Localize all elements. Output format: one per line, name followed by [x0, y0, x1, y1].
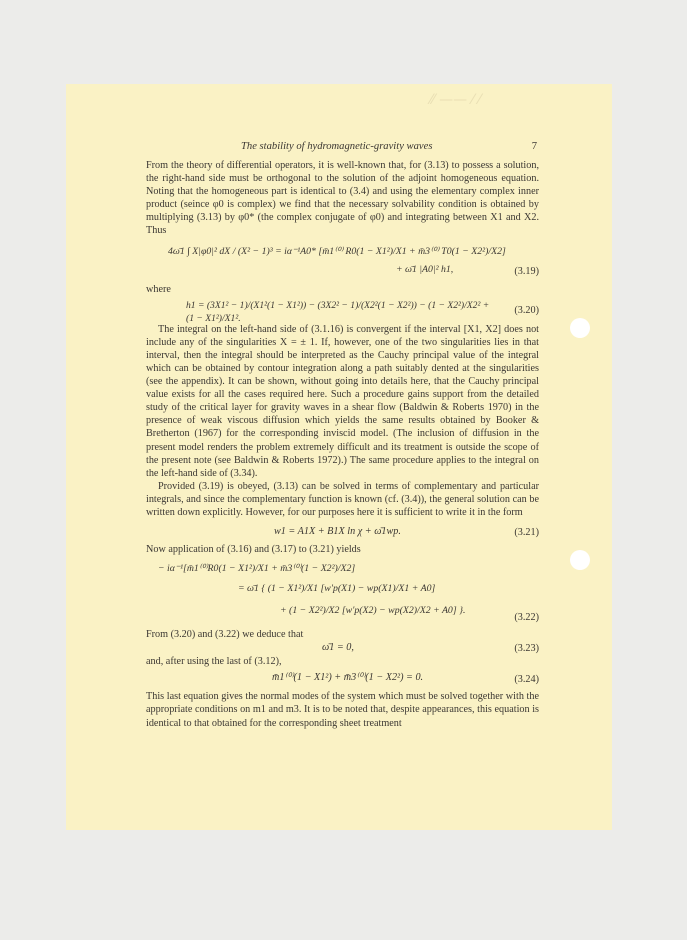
- equation-number-3-23: (3.23): [514, 643, 539, 655]
- equation-3-20: [146, 295, 539, 324]
- paragraph-application: Now application of (3.16) and (3.17) to (3.21) yields: [146, 544, 361, 556]
- equation-3-22-line3: + (1 − X2²)/X2 [w′p(X2) − wp(X2)/X2 + A0] }.: [280, 605, 466, 617]
- show-through-marks: ⁄⁄ —— ⁄ ⁄: [430, 92, 481, 108]
- label-where: where: [146, 283, 171, 295]
- punch-hole-upper: [570, 318, 590, 338]
- equation-number-3-21: (3.21): [514, 526, 539, 538]
- page-content: [146, 140, 539, 730]
- equation-3-22: [146, 560, 539, 624]
- equation-3-19: [146, 243, 539, 279]
- equation-3-24: [146, 668, 539, 686]
- equation-number-3-24: (3.24): [514, 674, 539, 686]
- page-number: 7: [531, 141, 537, 152]
- running-header: [146, 140, 539, 153]
- equation-3-23-body: ω̄1 = 0,: [322, 642, 354, 654]
- equation-3-19-line2: + ω̄1 |A0|² h1,: [396, 263, 454, 275]
- equation-3-22-line1: − iα⁻¹[m̄1⁽⁰⁾R0(1 − X1²)/X1 + m̄3⁽⁰⁾(1 − X2²)/X2]: [158, 563, 356, 575]
- paragraph-normal-modes: This last equation gives the normal modes of the system which must be solved together with the appropriate conditions on m1 and m3. It is to be noted that, despite appearances, this equation is identical to that obtained for the corresponding sheet treatment: [146, 691, 539, 729]
- punch-hole-lower: [570, 550, 590, 570]
- equation-3-24-body: m̄1⁽⁰⁾(1 − X1²) + m̄3⁽⁰⁾(1 − X2²) = 0.: [272, 672, 424, 684]
- equation-3-22-line2: = ω̄1 { (1 − X1²)/X1 [w′p(X1) − wp(X1)/X1 + A0]: [238, 583, 436, 595]
- equation-3-21-body: w1 = A1X + B1X ln χ + ω̄1wp.: [274, 526, 401, 538]
- paragraph-deduce: From (3.20) and (3.22) we deduce that: [146, 629, 304, 641]
- paragraph-general-solution: Provided (3.19) is obeyed, (3.13) can be solved in terms of complementary and particular integrals, and since the complementary function is known (cf. (3.4)), the general solution can be written down explicitly. However, for our purposes here it is sufficient to write it in the form: [146, 480, 539, 518]
- equation-3-23: [146, 641, 539, 655]
- paragraph-after-using: and, after using the last of (3.12),: [146, 656, 282, 668]
- running-title: The stability of hydromagnetic-gravity waves: [241, 141, 433, 152]
- equation-3-19-line1: 4ω̄1 ∫ X|φ0|² dX / (X² − 1)³ = iα⁻¹A0* [m̄1⁽⁰⁾ R0(1 − X1²)/X1 + m̄3⁽⁰⁾ T0(1 − X2²)/X2]: [168, 245, 506, 257]
- equation-3-20-body: h1 = (3X1² − 1)/(X1²(1 − X1²)) − (3X2² − 1)/(X2²(1 − X2²)) − (1 − X2²)/X2² + (1 − X1²)/X1².: [186, 299, 490, 324]
- equation-number-3-20: (3.20): [514, 304, 539, 316]
- equation-number-3-22: (3.22): [514, 612, 539, 624]
- equation-3-21: [146, 523, 539, 539]
- equation-number-3-19: (3.19): [514, 266, 539, 278]
- paragraph-solvability: From the theory of differential operators, it is well-known that, for (3.13) to possess a solution, the right-hand side must be orthogonal to the solution of the adjoint homogeneous equation. Noting that the homogeneous part is identical to (3.4) and using the elementary complex inner product (seince φ0 is complex) we find that the necessary solvability condition is obtained by multiplying (3.13) by φ0* (the complex conjugate of φ0) and integrating between X1 and X2. Thus: [146, 160, 539, 237]
- paragraph-cauchy-principal-value: The integral on the left-hand side of (3.1.16) is convergent if the interval [X1, X2] does not include any of the singularities X = ± 1. If, however, one of the two singularities lies in that interval, then the integral should be interpreted as the Cauchy principal value of the integral which can be obtained by contour integration along a path suitably dented at the singularities (see the appendix). It can be shown, without going into details here, that the Cauchy principal value exists for all the cases required here. Such a procedure gains support from the detailed study of the critical layer for gravity waves in a shear flow (Baldwin & Roberts 1970) in the presence of weak viscous diffusion which yields the same results obtained by Booker & Bretherton (1967) for the corresponding inviscid model. (The inclusion of diffusion in the present model renders the problem extremely difficult and its treatment is outside the scope of the present note (see Baldwin & Roberts 1972).) The same procedure applies to the integral on the left-hand side of (3.34).: [146, 323, 539, 479]
